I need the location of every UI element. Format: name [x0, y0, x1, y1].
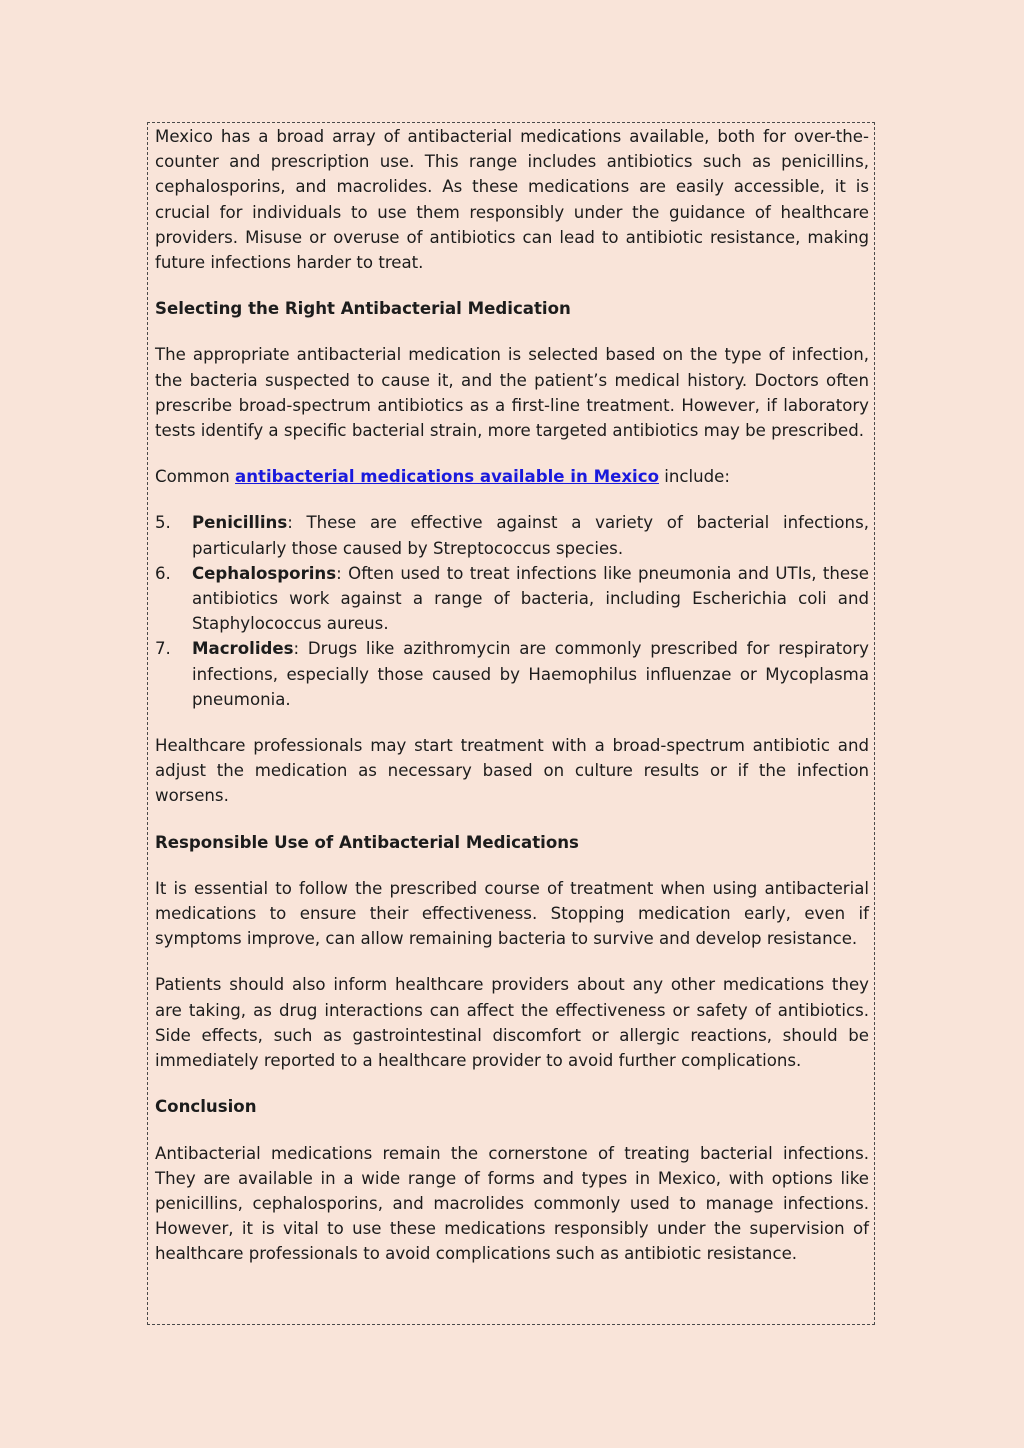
selecting-paragraph: The appropriate antibacterial medication is selected based on the type of infection, the bacteria suspected to cause it, and the patient’s medical history. Doctors often prescribe broad-spectrum antibiotics as a first-line treatment. However, if laboratory tests identify a specific bacterial strain, more targeted antibiotics may be prescribed. — [155, 345, 869, 441]
list-item — [155, 561, 869, 637]
followup-paragraph: Healthcare professionals may start treatment with a broad-spectrum antibiotic and adjust the medication as necessary based on culture results or if the infection worsens. — [155, 736, 869, 806]
section-heading-selecting: Selecting the Right Antibacterial Medication — [155, 299, 571, 319]
medication-list — [155, 510, 869, 712]
list-item-text: : These are effective against a variety of bacterial infections, particularly those caused by Streptococcus species. — [192, 513, 869, 558]
list-item-term: Macrolides — [192, 639, 294, 659]
list-item-text: : Often used to treat infections like pneumonia and UTIs, these antibiotics work against a range of bacteria, including Escherichia coli and Staphylococcus aureus. — [192, 563, 869, 634]
list-item — [155, 636, 869, 712]
responsible-paragraph-1: It is essential to follow the prescribed course of treatment when using antibacterial medications to ensure their effectiveness. Stopping medication early, even if symptoms improve, can allow remaining bacteria to survive and develop resistance. — [155, 878, 869, 949]
section-heading-conclusion: Conclusion — [155, 1097, 257, 1117]
intro-paragraph: Mexico has a broad array of antibacterial medications available, both for over-the-counter and prescription use. This range includes antibiotics such as penicillins, cephalosporins, and macrolides. As these medications are easily accessible, it is crucial for individuals to use them responsibly under the guidance of healthcare providers. Misuse or overuse of antibiotics can lead to antibiotic resistance, making future infections harder to treat. — [155, 127, 869, 273]
list-item-term: Cephalosporins — [192, 563, 337, 583]
common-suffix: include: — [658, 467, 730, 487]
document-body — [155, 124, 869, 1288]
medications-link[interactable]: antibacterial medications available in Mexico — [235, 467, 659, 487]
responsible-paragraph-2: Patients should also inform healthcare providers about any other medications they are taking, as drug interactions can affect the effectiveness or safety of antibiotics. Side effects, such as gastrointestinal discomfort or allergic reactions, should be immediately reported to a healthcare provider to avoid further complications. — [155, 975, 869, 1071]
section-heading-responsible: Responsible Use of Antibacterial Medications — [155, 832, 579, 852]
list-item-number: 6. — [155, 563, 171, 583]
common-medications-line — [155, 464, 869, 489]
conclusion-paragraph: Antibacterial medications remain the cornerstone of treating bacterial infections. They are available in a wide range of forms and types in Mexico, with options like penicillins, cephalosporins, and macrolides commonly used to manage infections. However, it is vital to use these medications responsibly under the supervision of healthcare professionals to avoid complications such as antibiotic resistance. — [155, 1143, 869, 1264]
common-prefix: Common — [155, 467, 236, 487]
list-item — [155, 510, 869, 560]
list-item-text: : Drugs like azithromycin are commonly prescribed for respiratory infections, especially those caused by Haemophilus influenzae or Mycoplasma pneumonia. — [192, 639, 869, 709]
list-item-number: 5. — [155, 513, 171, 533]
list-item-number: 7. — [155, 639, 171, 659]
list-item-term: Penicillins — [192, 513, 288, 533]
